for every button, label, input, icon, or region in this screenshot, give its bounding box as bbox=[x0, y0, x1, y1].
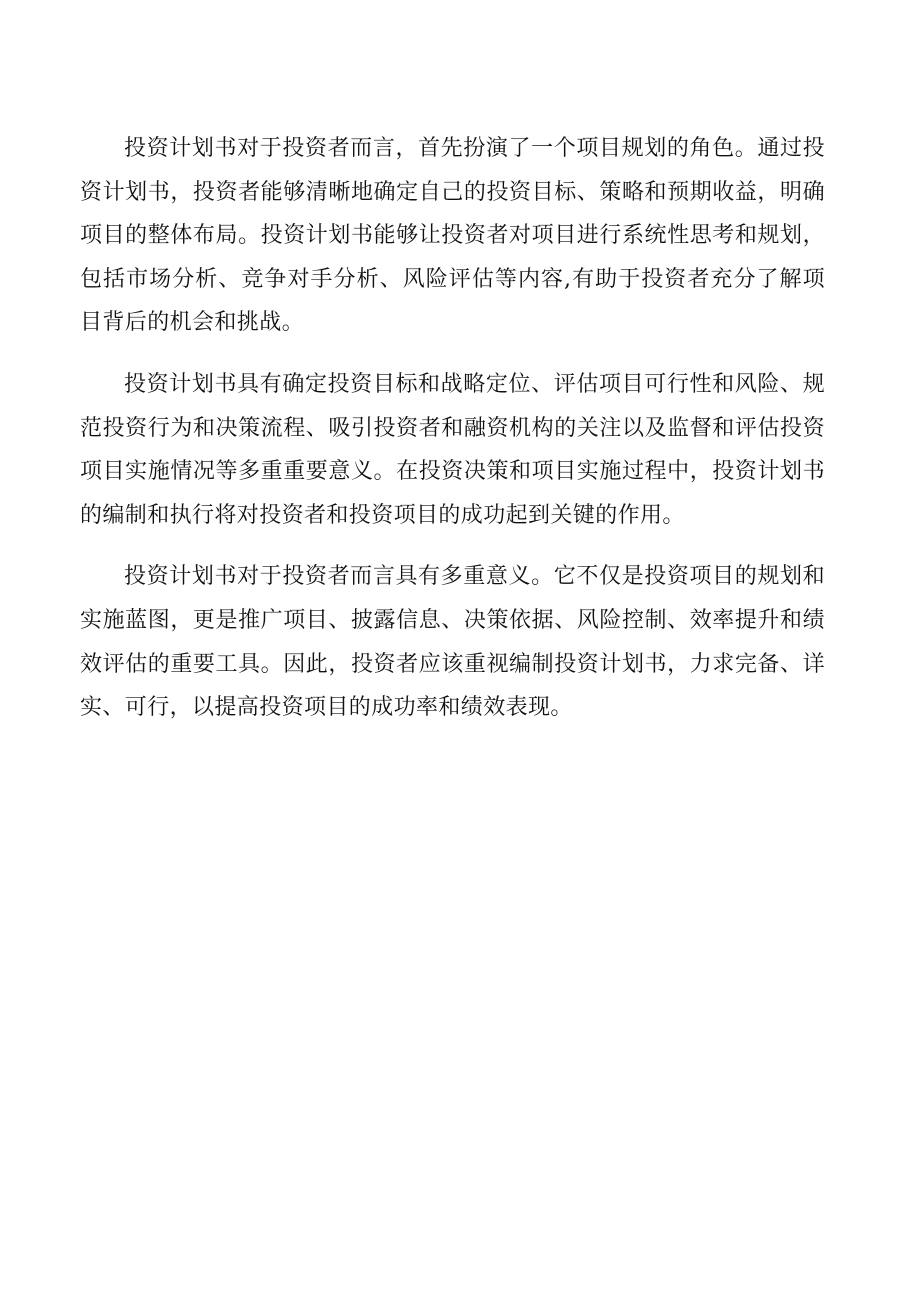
paragraph-3: 投资计划书对于投资者而言具有多重意义。它不仅是投资项目的规划和实施蓝图，更是推广项目、披露信息、决策依据、风险控制、效率提升和绩效评估的重要工具。因此，投资者应该重视编制投资计划书，力求完备、详实、可行，以提高投资项目的成功率和绩效表现。 bbox=[80, 564, 825, 721]
document-body bbox=[80, 127, 825, 748]
paragraph-1: 投资计划书对于投资者而言，首先扮演了一个项目规划的角色。通过投资计划书，投资者能够清晰地确定自己的投资目标、策略和预期收益，明确项目的整体布局。投资计划书能够让投资者对项目进行系统性思考和规划，包括市场分析、竞争对手分析、风险评估等内容,有助于投资者充分了解项目背后的机会和挑战。 bbox=[80, 136, 825, 336]
paragraph-2: 投资计划书具有确定投资目标和战略定位、评估项目可行性和风险、规范投资行为和决策流程、吸引投资者和融资机构的关注以及监督和评估投资项目实施情况等多重重要意义。在投资决策和项目实施过程中，投资计划书的编制和执行将对投资者和投资项目的成功起到关键的作用。 bbox=[80, 371, 825, 528]
